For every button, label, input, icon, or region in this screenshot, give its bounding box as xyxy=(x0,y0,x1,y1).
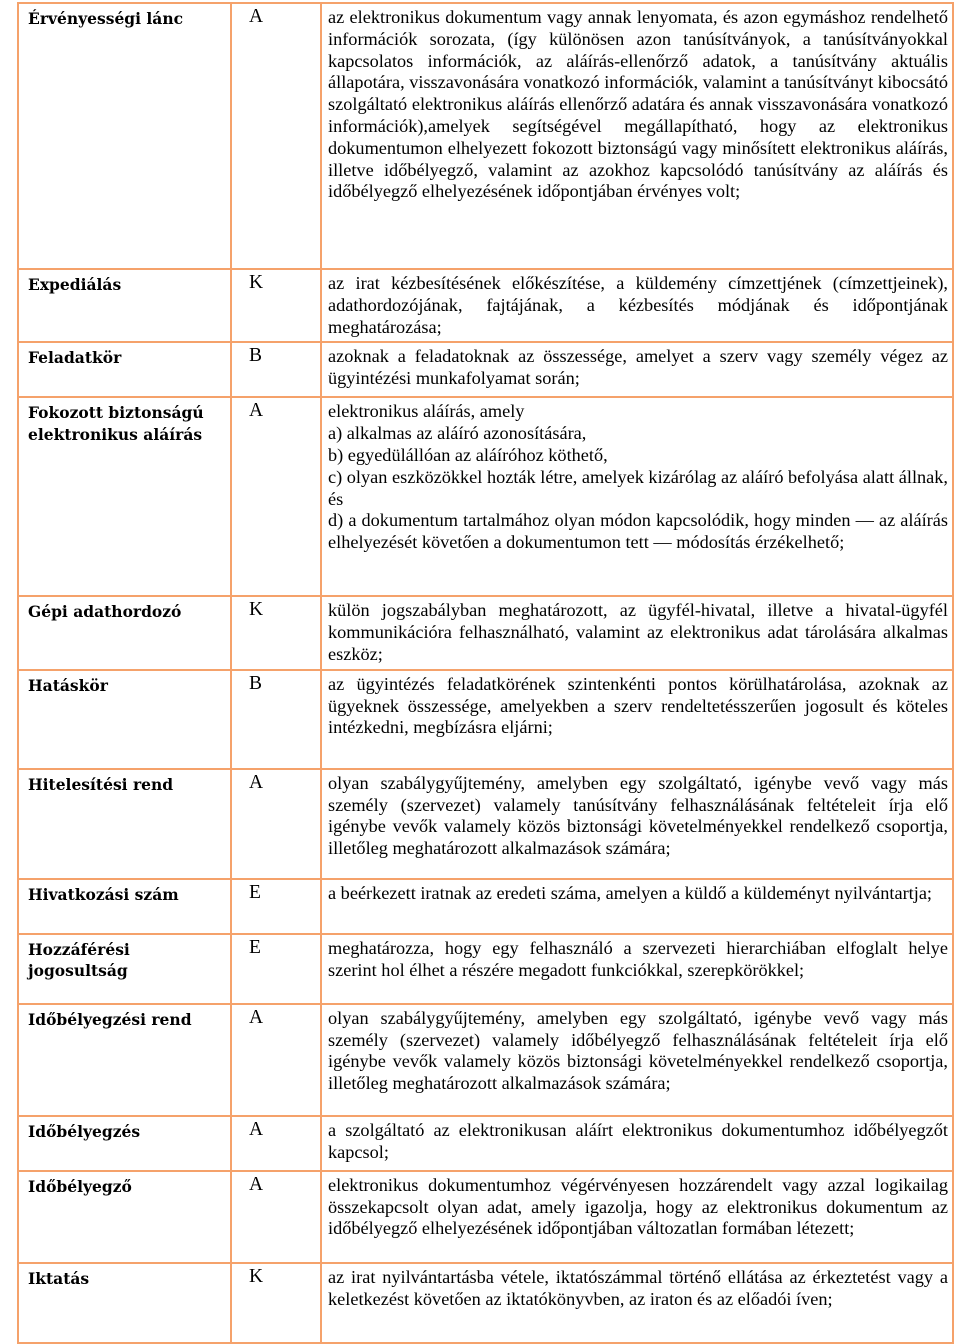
glossary-row xyxy=(18,342,953,397)
definition-line: elektronikus aláírás, amely xyxy=(328,401,525,422)
glossary-code: B xyxy=(231,670,321,769)
glossary-definition: a szolgáltató az elektronikusan aláírt elektronikus dokumentumhoz időbélyegzőt kapcsol; xyxy=(321,1116,953,1171)
glossary-term: Hatáskör xyxy=(18,670,231,769)
glossary-row xyxy=(18,1004,953,1116)
glossary-code: A xyxy=(231,769,321,879)
glossary-row xyxy=(18,879,953,934)
glossary-term: Időbélyegzés xyxy=(18,1116,231,1171)
glossary-term: Időbélyegző xyxy=(18,1171,231,1263)
glossary-code: K xyxy=(231,1263,321,1343)
glossary-term: Hivatkozási szám xyxy=(18,879,231,934)
glossary-row xyxy=(18,670,953,769)
glossary-term: Iktatás xyxy=(18,1263,231,1343)
glossary-definition: meghatározza, hogy egy felhasználó a szervezeti hierarchiában elfoglalt helye szerint hol élhet a részére megadott funkciókkal, szerepkörökkel; xyxy=(321,934,953,1004)
glossary-code: A xyxy=(231,1116,321,1171)
glossary-definition: a beérkezett iratnak az eredeti száma, amelyen a küldő a küldeményt nyilvántartja; xyxy=(321,879,953,934)
glossary-term: Hitelesítési rend xyxy=(18,769,231,879)
glossary-term: Időbélyegzési rend xyxy=(18,1004,231,1116)
glossary-definition xyxy=(321,397,953,596)
glossary-row xyxy=(18,769,953,879)
glossary-code: A xyxy=(231,1004,321,1116)
glossary-row xyxy=(18,1171,953,1263)
glossary-term: Érvényességi lánc xyxy=(18,3,231,269)
glossary-row xyxy=(18,934,953,1004)
glossary-row xyxy=(18,397,953,596)
glossary-definition: külön jogszabályban meghatározott, az ügyfél-hivatal, illetve a hivatal-ügyfél kommunikációra felhasználható, valamint az elektronikus adat tárolására alkalmas eszköz; xyxy=(321,596,953,669)
glossary-definition: elektronikus dokumentumhoz végérvényesen hozzárendelt vagy azzal logikailag összekapcsolt olyan adat, amely igazolja, hogy az elektronikus dokumentum az időbélyegző elhelyezésének időpontjában változatlan formában létezett; xyxy=(321,1171,953,1263)
definition-line: c) olyan eszközökkel hozták létre, amelyek kizárólag az aláíró befolyása alatt állnak, és xyxy=(328,466,948,509)
glossary-definition: az elektronikus dokumentum vagy annak lenyomata, és azon egymáshoz rendelhető információk sorozata, (így különösen azon tanúsítványok, a tanúsítványokkal kapcsolatos információk, az aláírás-ellenőrző adatok, a tanúsítvány aktuális állapotára, visszavonására vonatkozó információk, valamint a tanúsítványt kibocsátó szolgáltató elektronikus aláírás ellenőrző adatára és annak visszavonására vonatkozó információk),amelyek segítségével megállapítható, hogy az elektronikus dokumentumon elhelyezett fokozott biztonságú vagy minősített elektronikus aláírás, illetve időbélyegző, valamint az azokhoz kapcsolódó tanúsítvány az aláírás és időbélyegző elhelyezésének időpontjában érvényes volt; xyxy=(321,3,953,269)
glossary-term: Gépi adathordozó xyxy=(18,596,231,669)
definition-line: b) egyedülállóan az aláíróhoz köthető, xyxy=(328,444,608,465)
glossary-definition: az ügyintézés feladatkörének szintenkénti pontos körülhatárolása, azoknak az ügyeknek összessége, amelyekben a szerv rendeltetésszerűen jogosult és köteles intézkedni, megbízásra eljárni; xyxy=(321,670,953,769)
definition-line: a) alkalmas az aláíró azonosítására, xyxy=(328,423,587,444)
glossary-row xyxy=(18,1263,953,1343)
glossary-definition: az irat kézbesítésének előkészítése, a küldemény címzettjének (címzettjeinek), adathordozójának, fajtájának, a kézbesítés módjának és időpontjának meghatározása; xyxy=(321,269,953,342)
glossary-code: A xyxy=(231,3,321,269)
glossary-definition: azoknak a feladatoknak az összessége, amelyet a szerv vagy személy végez az ügyintézési munkafolyamat során; xyxy=(321,342,953,397)
glossary-term: Feladatkör xyxy=(18,342,231,397)
glossary-code: K xyxy=(231,596,321,669)
glossary-table xyxy=(17,2,954,1344)
definition-line: d) a dokumentum tartalmához olyan módon kapcsolódik, hogy minden ― az aláírás elhelyezését követően a dokumentumon tett ― módosítás érzékelhető; xyxy=(328,510,948,553)
glossary-definition: olyan szabálygyűjtemény, amelyben egy szolgáltató, igénybe vevő vagy más személy (szervezet) valamely időbélyegző felhasználásának feltételeit írja elő igénybe vevők valamely közös biztonsági követelményekkel rendelkező csoportja, illetőleg meghatározott alkalmazások számára; xyxy=(321,1004,953,1116)
glossary-term: Expediálás xyxy=(18,269,231,342)
glossary-code: A xyxy=(231,1171,321,1263)
glossary-code: E xyxy=(231,934,321,1004)
glossary-row xyxy=(18,596,953,669)
glossary-definition: az irat nyilvántartásba vétele, iktatószámmal történő ellátása az érkeztetést vagy a keletkezést követően az iktatókönyvben, az iraton és az előadói íven; xyxy=(321,1263,953,1343)
glossary-row xyxy=(18,1116,953,1171)
glossary-term: Fokozott biztonságú elektronikus aláírás xyxy=(18,397,231,596)
glossary-code: K xyxy=(231,269,321,342)
glossary-term: Hozzáférési jogosultság xyxy=(18,934,231,1004)
glossary-row xyxy=(18,3,953,269)
glossary-code: B xyxy=(231,342,321,397)
glossary-row xyxy=(18,269,953,342)
glossary-definition: olyan szabálygyűjtemény, amelyben egy szolgáltató, igénybe vevő vagy más személy (szervezet) valamely tanúsítvány felhasználásának feltételeit írja elő igénybe vevők valamely közös biztonsági követelményekkel rendelkező csoportja, illetőleg meghatározott alkalmazások számára; xyxy=(321,769,953,879)
glossary-code: A xyxy=(231,397,321,596)
glossary-code: E xyxy=(231,879,321,934)
